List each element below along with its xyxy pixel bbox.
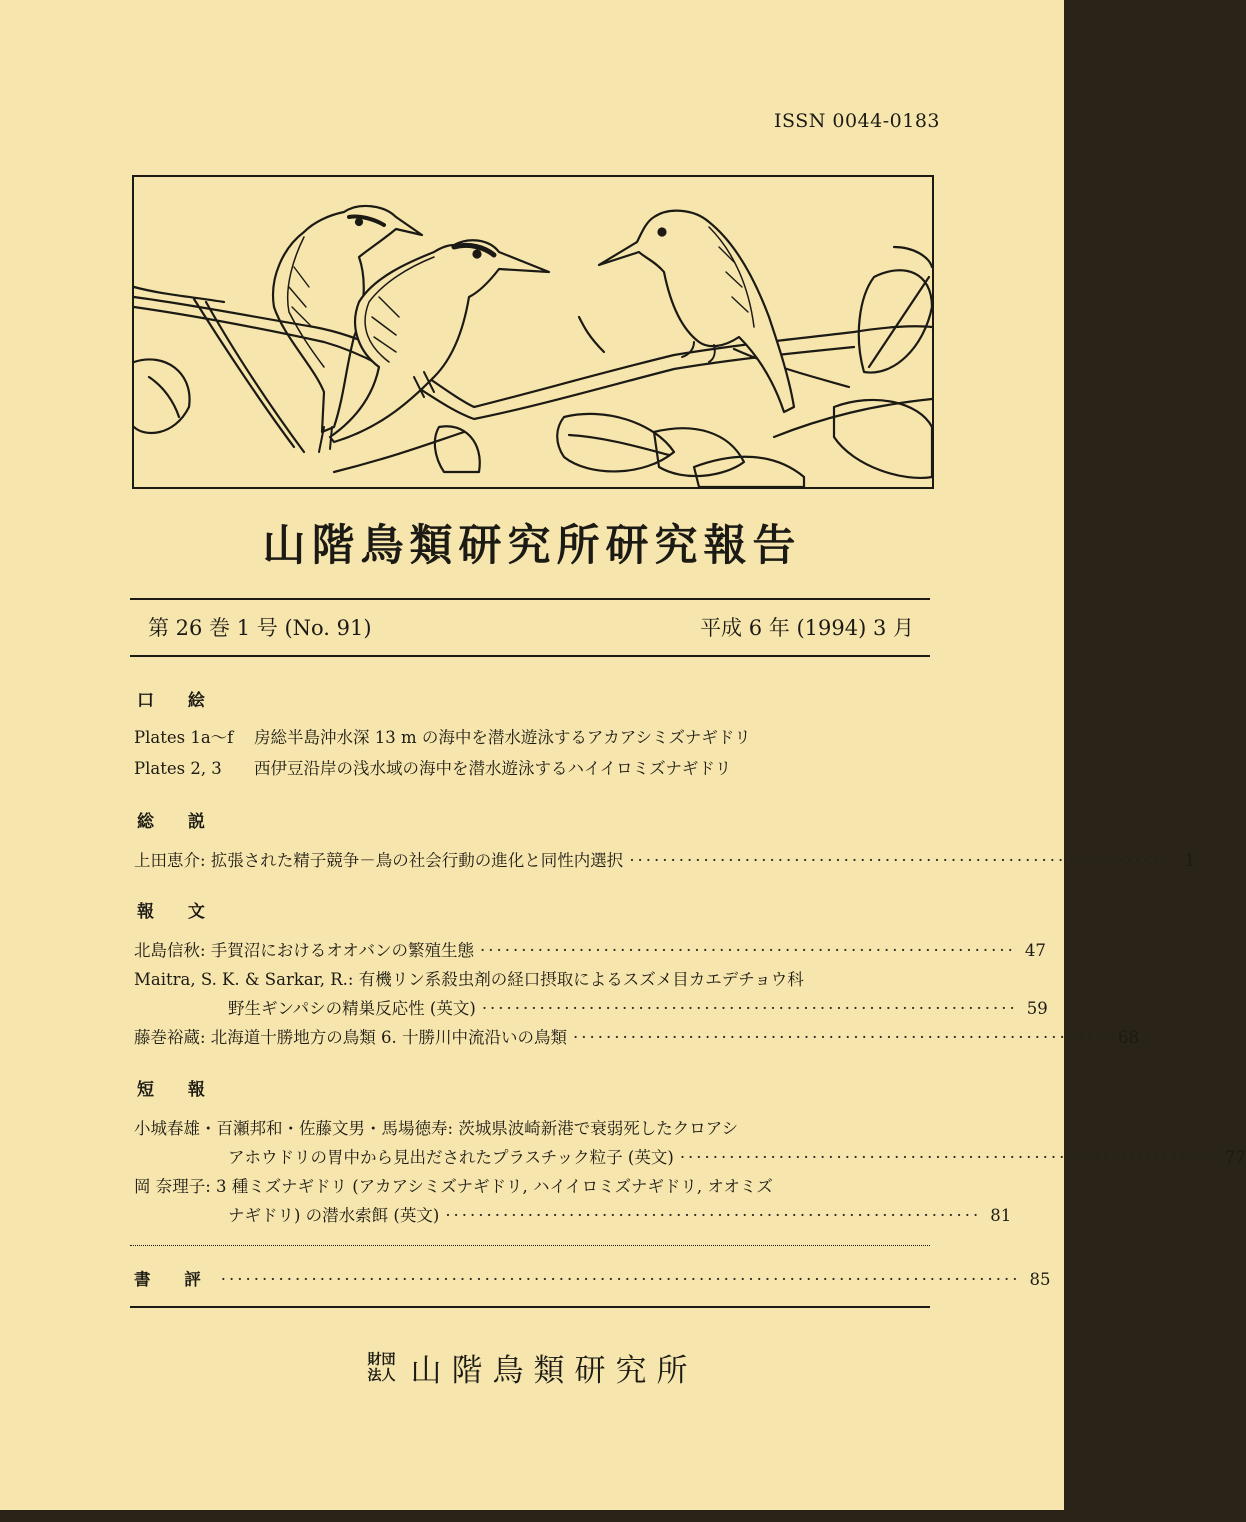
leader-dots: ·································································	[481, 999, 1018, 1018]
twig	[334, 432, 464, 472]
kingfishers-on-branch-illustration	[132, 175, 934, 489]
leader-dots: ·································································	[479, 941, 1016, 960]
page-number: 77	[1224, 1148, 1246, 1167]
toc-entry	[134, 1266, 1051, 1290]
plate-label: Plates 1a〜f	[134, 728, 234, 747]
toc-entry	[134, 966, 926, 990]
toc-entry-title: 北島信秋: 手賀沼におけるオオバンの繁殖生態	[134, 941, 474, 960]
page-number: 47	[1024, 941, 1046, 960]
issue-volume: 第 26 巻 1 号 (No. 91)	[148, 616, 372, 640]
toc-entry-title: Maitra, S. K. & Sarkar, R.: 有機リン系殺虫剤の経口摂取によるスズメ目カエデチョウ科	[134, 970, 804, 989]
toc-entry-continuation	[228, 995, 1048, 1019]
page-number: 85	[1029, 1270, 1051, 1289]
toc-entry-title: 上田恵介: 拡張された精子競争－鳥の社会行動の進化と同性内選択	[134, 851, 624, 870]
issue-info	[148, 612, 914, 642]
leaf	[149, 377, 179, 417]
publisher	[0, 1345, 1064, 1390]
leaf	[134, 359, 190, 433]
page-number: 1	[1184, 851, 1196, 870]
toc-entry-title: 藤巻裕蔵: 北海道十勝地方の鳥類 6. 十勝川中流沿いの鳥類	[134, 1028, 568, 1047]
plate-caption: 西伊豆沿岸の浅水域の海中を潜水遊泳するハイイロミズナギドリ	[254, 759, 732, 778]
section-heading-notes: 短 報	[137, 1080, 219, 1100]
toc-entry	[134, 1173, 926, 1197]
plate-label: Plates 2, 3	[134, 759, 222, 778]
illustration-drawing	[134, 177, 932, 487]
leaf	[894, 247, 932, 267]
leader-dots: ·································································	[573, 1028, 1109, 1047]
section-heading-frontispiece: 口 絵	[137, 691, 219, 711]
leader-dots: ·································································	[679, 1148, 1216, 1167]
plate-caption: 房総半島沖水深 13 m の海中を潜水遊泳するアカアシミズナギドリ	[254, 728, 751, 747]
section-heading-review: 総 説	[137, 812, 219, 832]
divider	[130, 655, 930, 657]
leaf	[654, 428, 744, 476]
divider	[130, 1306, 930, 1308]
journal-title: 山階鳥類研究所研究報告	[262, 521, 802, 571]
toc-entry	[134, 847, 1196, 871]
toc-entry-continuation	[228, 1144, 1246, 1168]
toc-entry	[134, 937, 1046, 961]
leader-dots: ·································································	[629, 851, 1166, 870]
leaf	[834, 400, 932, 478]
toc-entry-title: 小城春雄・百瀬邦和・佐藤文男・馬場徳寿: 茨城県波崎新港で衰弱死したクロアシ	[134, 1119, 739, 1138]
toc-entry	[134, 724, 926, 748]
divider	[130, 598, 930, 600]
dotted-divider	[130, 1245, 930, 1246]
toc-entry-title: 岡 奈理子: 3 種ミズナギドリ (アカアシミズナギドリ, ハイイロミズナギドリ, オオミズ	[134, 1177, 773, 1196]
publisher-corp-type: 財団 法人	[367, 1351, 396, 1384]
toc-entry	[134, 755, 926, 779]
issue-date: 平成 6 年 (1994) 3 月	[700, 616, 914, 640]
page-number: 68	[1117, 1028, 1139, 1047]
leader-dots: ·································································································	[220, 1270, 1021, 1289]
toc-entry-title-cont: ナギドリ) の潜水索餌 (英文)	[228, 1206, 440, 1225]
leader-dots: ·································································	[445, 1206, 982, 1225]
toc-entry	[134, 1115, 926, 1139]
issn: ISSN 0044-0183	[774, 110, 940, 132]
section-heading-articles: 報 文	[137, 902, 219, 922]
twig	[579, 317, 604, 352]
leaf	[694, 457, 804, 487]
toc-entry-title-cont: 野生ギンパシの精巣反応性 (英文)	[228, 999, 476, 1018]
twig	[734, 349, 849, 387]
toc-entry-title-cont: アホウドリの胃中から見出だされたプラスチック粒子 (英文)	[228, 1148, 674, 1167]
section-heading-book-review: 書 評	[134, 1270, 215, 1289]
page-number: 81	[990, 1206, 1012, 1225]
twig	[206, 302, 304, 452]
leaf	[869, 277, 929, 367]
toc-entry	[134, 1024, 1139, 1048]
page-number: 59	[1026, 999, 1048, 1018]
leaf	[859, 270, 932, 372]
toc-entry-continuation	[228, 1202, 1012, 1226]
publisher-name: 山階鳥類研究所	[410, 1353, 698, 1389]
twig	[774, 399, 932, 437]
